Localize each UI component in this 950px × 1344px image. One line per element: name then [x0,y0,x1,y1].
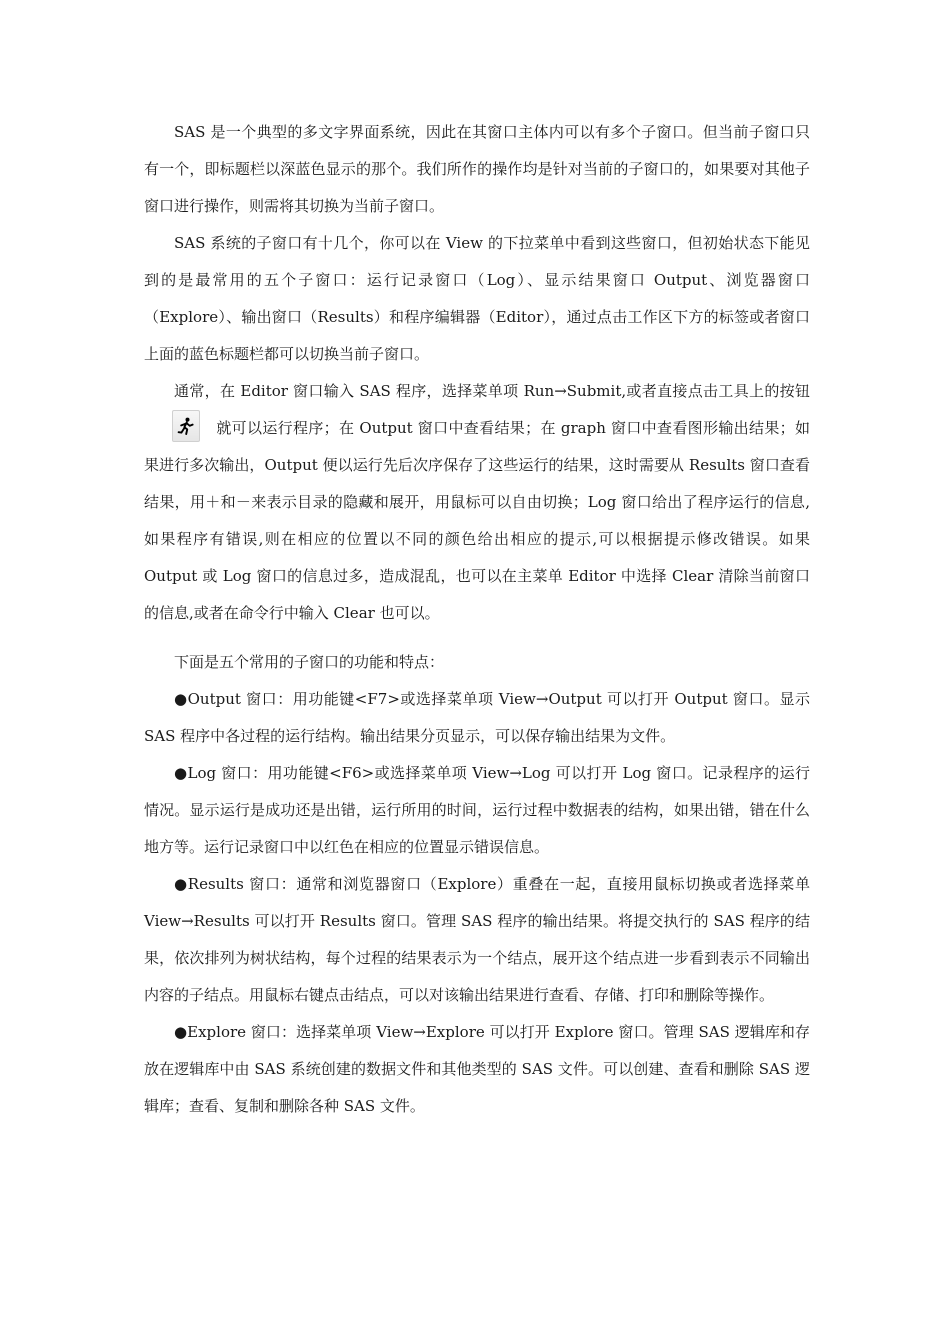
list-item-log: ●Log 窗口：用功能键<F6>或选择菜单项 View→Log 可以打开 Log 窗口。记录程序的运行情况。显示运行是成功还是出错，运行所用的时间，运行过程中数据表的结构，如果出错，错在什么地方等。运行记录窗口中以红色在相应的位置显示错误信息。 [144,764,810,856]
paragraph-sas-overview: SAS 是一个典型的多文字界面系统，因此在其窗口主体内可以有多个子窗口。但当前子窗口只有一个，即标题栏以深蓝色显示的那个。我们所作的操作均是针对当前的子窗口的，如果要对其他子窗口进行操作，则需将其切换为当前子窗口。 [144,123,810,215]
paragraph-usage-before: 通常，在 Editor 窗口输入 SAS 程序，选择菜单项 Run→Submit,或者直接点击工具上的按钮 [174,382,810,400]
list-item-output: ●Output 窗口：用功能键<F7>或选择菜单项 View→Output 可以打开 Output 窗口。显示 SAS 程序中各过程的运行结构。输出结果分页显示，可以保存输出结果为文件。 [144,690,810,745]
document-body [144,114,810,1125]
list-item-results: ●Results 窗口：通常和浏览器窗口（Explore）重叠在一起，直接用鼠标切换或者选择菜单 View→Results 可以打开 Results 窗口。管理 SAS 程序的输出结果。将提交执行的 SAS 程序的结果，依次排列为树状结构，每个过程的结果表示为一个结点，展开这个结点进一步看到表示不同输出内容的子结点。用鼠标右键点击结点，可以对该输出结果进行查看、存储、打印和删除等操作。 [144,875,810,1004]
paragraph-subwindows: SAS 系统的子窗口有十几个，你可以在 View 的下拉菜单中看到这些窗口，但初始状态下能见到的是最常用的五个子窗口：运行记录窗口（Log）、显示结果窗口 Output、浏览器窗口（Explore）、输出窗口（Results）和程序编辑器（Editor），通过点击工作区下方的标签或者窗口上面的蓝色标题栏都可以切换当前子窗口。 [144,234,810,363]
list-item-explore: ●Explore 窗口：选择菜单项 View→Explore 可以打开 Explore 窗口。管理 SAS 逻辑库和存放在逻辑库中由 SAS 系统创建的数据文件和其他类型的 SAS 文件。可以创建、查看和删除 SAS 逻辑库；查看、复制和删除各种 SAS 文件。 [144,1023,810,1115]
paragraph-intro-list: 下面是五个常用的子窗口的功能和特点： [174,653,445,671]
paragraph-usage-after: 就可以运行程序；在 Output 窗口中查看结果；在 graph 窗口中查看图形输出结果；如果进行多次输出，Output 便以运行先后次序保存了这些运行的结果，这时需要从 Results 窗口查看结果，用＋和－来表示目录的隐藏和展开，用鼠标可以自由切换；Log 窗口给出了程序运行的信息,如果程序有错误,则在相应的位置以不同的颜色给出相应的提示,可以根据提示修改错误。如果 Output 或 Log 窗口的信息过多，造成混乱，也可以在主菜单 Editor 中选择 Clear 清除当前窗口的信息,或者在命令行中输入 Clear 也可以。 [144,419,810,622]
run-program-icon [172,410,200,442]
paragraph-usage [144,373,810,632]
